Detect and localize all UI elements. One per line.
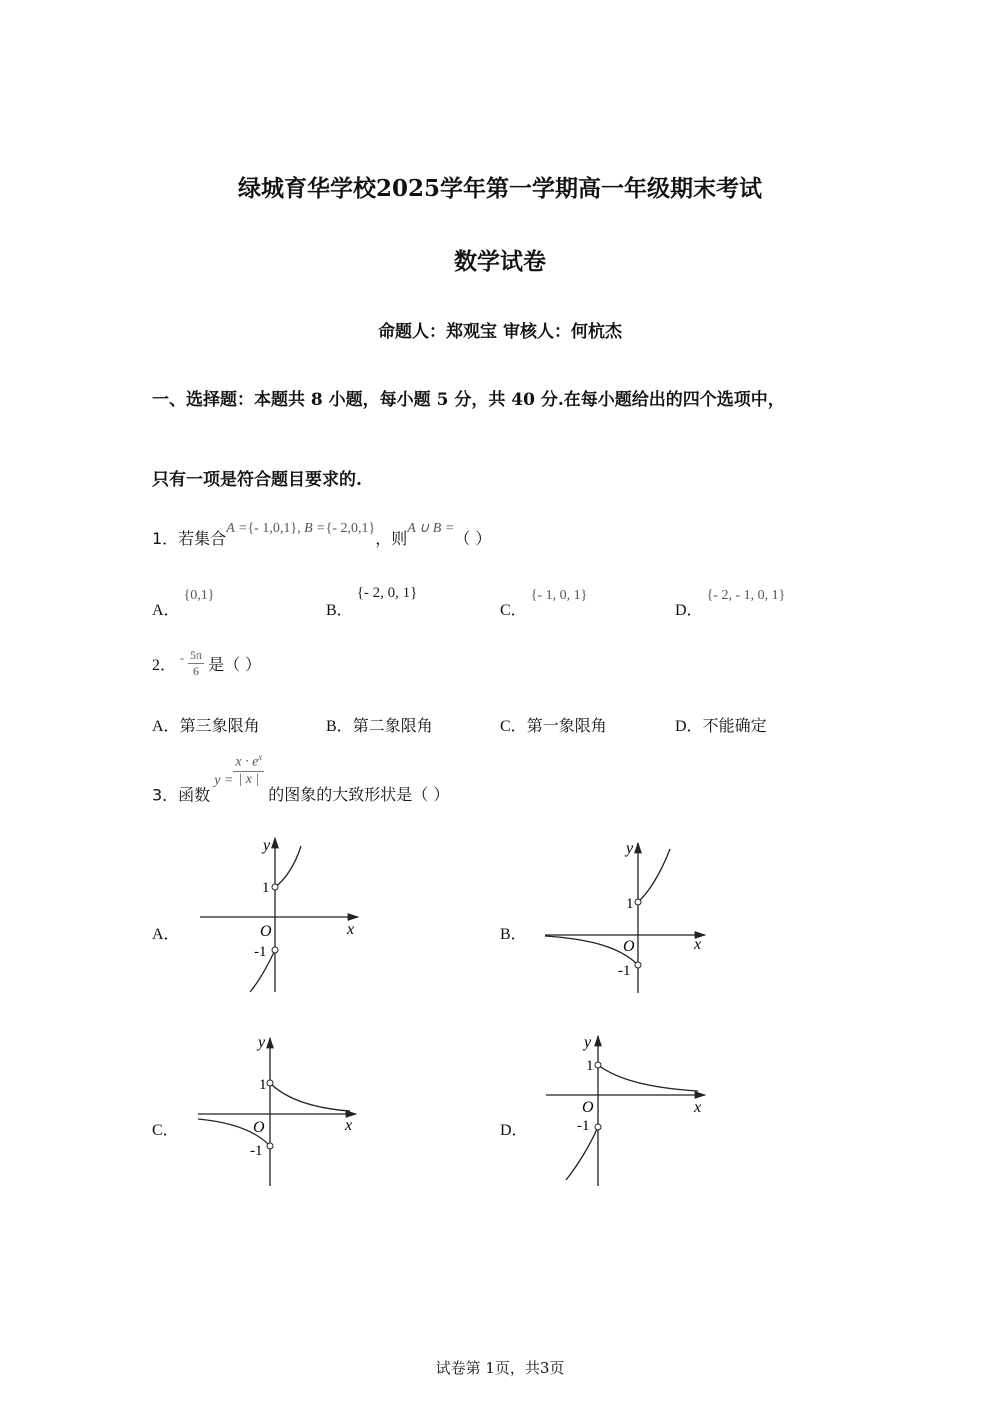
graph-b[interactable] <box>540 835 720 1000</box>
graph-c-curve-right <box>270 1083 350 1111</box>
q1-option-b[interactable] <box>326 583 418 619</box>
graph-b-origin: O <box>623 938 635 955</box>
q2-sign: - <box>180 651 185 665</box>
q1-option-a-label: A． <box>152 602 180 619</box>
question-3 <box>152 752 449 805</box>
graph-a-y-label: y <box>263 837 271 854</box>
graph-c-open-point-1 <box>267 1080 273 1086</box>
q2-option-a-text: 第三象限角 <box>179 716 260 735</box>
q1-option-c-label: C． <box>500 602 527 619</box>
q2-option-d[interactable] <box>675 713 767 736</box>
q1-options <box>152 583 852 619</box>
graph-b-x-label: x <box>694 936 702 953</box>
q1-union: A ∪ B = <box>407 521 455 536</box>
q2-number: 2． <box>152 657 177 674</box>
graph-c[interactable] <box>190 1030 370 1190</box>
q1-paren: （ ） <box>454 529 492 548</box>
page-footer: 试卷第 1页，共3页 <box>435 1359 565 1377</box>
q1-option-c[interactable] <box>500 583 588 619</box>
q1-option-b-label: B． <box>326 602 353 619</box>
q1-option-b-value: {- 2, 0, 1} <box>356 585 418 601</box>
q1-option-d-value: {- 2, - 1, 0, 1} <box>706 588 786 603</box>
q1-setA-elements: - 1,0,1 <box>254 521 291 536</box>
q1-setA-label: A = <box>226 521 248 536</box>
q3-numerator <box>233 752 264 772</box>
q2-option-d-label: D． <box>675 718 703 735</box>
q1-option-a-value: {0,1} <box>183 588 215 603</box>
graph-a-open-point-1 <box>272 884 278 890</box>
graph-d-open-point-neg1 <box>595 1124 601 1130</box>
q2-option-b[interactable] <box>326 713 433 736</box>
graph-c-tick-neg1: -1 <box>250 1143 263 1159</box>
graph-a-tick-neg1: -1 <box>254 944 267 960</box>
graph-d-curve-left <box>566 1127 598 1180</box>
q1-option-a[interactable] <box>152 583 215 619</box>
graph-a-open-point-neg1 <box>272 947 278 953</box>
q1-option-b-text: - 2, 0, 1 <box>363 585 411 601</box>
q3-exponent: x <box>258 752 263 762</box>
q1-setA: {- 1,0,1} <box>247 521 298 536</box>
q1-option-d-text: - 2, - 1, 0, 1 <box>713 588 779 603</box>
graph-c-tick-1: 1 <box>259 1077 267 1093</box>
q1-option-d-label: D． <box>675 602 703 619</box>
graph-d-tick-1: 1 <box>586 1058 594 1074</box>
graph-b-tick-1: 1 <box>626 896 634 912</box>
graph-c-x-label: x <box>345 1117 353 1134</box>
q3-numerator-text: x · e <box>235 754 259 770</box>
q1-setB-label: B = <box>304 521 326 536</box>
exam-subject: 数学试卷 <box>454 248 546 275</box>
graph-a-curve-right <box>275 846 301 887</box>
section-heading-line1: 一、选择题：本题共 8 小题，每小题 5 分，共 40 分.在每小题给出的四个选项中， <box>152 390 785 410</box>
question-1 <box>152 517 491 549</box>
q3-option-b-label[interactable]: B． <box>500 926 527 943</box>
graph-a-x-label: x <box>347 921 355 938</box>
q3-option-c-label[interactable]: C． <box>152 1122 179 1139</box>
q2-option-c-label: C． <box>500 718 527 735</box>
graph-a-tick-1: 1 <box>262 880 270 896</box>
q1-option-c-text: - 1, 0, 1 <box>537 588 581 603</box>
section-heading-line2: 只有一项是符合题目要求的. <box>152 470 362 490</box>
q3-denominator: | x | <box>238 771 260 787</box>
graph-b-tick-neg1: -1 <box>618 963 631 979</box>
q3-fraction <box>233 752 264 788</box>
graph-d[interactable] <box>540 1030 720 1190</box>
q1-option-c-value: {- 1, 0, 1} <box>530 588 588 603</box>
q2-denominator: 6 <box>193 664 200 678</box>
q2-option-b-text: 第二象限角 <box>352 716 433 735</box>
q2-fraction <box>188 648 204 679</box>
q1-option-a-text: 0,1 <box>190 588 208 603</box>
q3-option-d-label[interactable]: D． <box>500 1122 528 1139</box>
q1-setB-elements: - 2,0,1 <box>332 521 369 536</box>
q2-option-d-text: 不能确定 <box>702 716 767 735</box>
graph-c-y-label: y <box>258 1034 266 1051</box>
q3-prefix: 3．函数 <box>152 785 211 805</box>
q2-suffix: 是（ ） <box>208 655 262 674</box>
q2-option-c[interactable] <box>500 713 607 736</box>
graph-b-open-point-1 <box>635 899 641 905</box>
q2-option-c-text: 第一象限角 <box>526 716 607 735</box>
q2-numerator: 5π <box>190 648 203 662</box>
q1-prefix: 1．若集合 <box>152 529 227 548</box>
exam-title: 绿城育华学校2025学年第一学期高一年级期末考试 <box>237 175 762 202</box>
graph-d-x-label: x <box>694 1099 702 1116</box>
graph-d-y-label: y <box>584 1034 592 1051</box>
graph-d-curve-right <box>598 1065 698 1091</box>
q2-option-a-label: A． <box>152 718 180 735</box>
question-2 <box>152 648 261 679</box>
q2-option-b-label: B． <box>326 718 353 735</box>
graph-c-origin: O <box>253 1119 265 1136</box>
q3-lhs: y = <box>214 773 234 789</box>
q3-option-a-label[interactable]: A． <box>152 926 180 943</box>
graph-c-open-point-neg1 <box>267 1143 273 1149</box>
exam-authors: 命题人：郑观宝 审核人：何杭杰 <box>378 322 622 342</box>
q1-then: ，则 <box>375 529 408 548</box>
graph-d-open-point-1 <box>595 1062 601 1068</box>
graph-b-curve-right <box>638 849 670 902</box>
graph-b-open-point-neg1 <box>635 962 641 968</box>
q2-option-a[interactable] <box>152 713 260 736</box>
graph-b-y-label: y <box>626 840 634 857</box>
graph-a[interactable] <box>190 830 370 1000</box>
q3-suffix: 的图象的大致形状是（ ） <box>268 785 450 805</box>
q1-option-d[interactable] <box>675 583 786 619</box>
graph-a-origin: O <box>260 923 272 940</box>
graph-d-tick-neg1: -1 <box>577 1118 590 1134</box>
q1-comma: , <box>297 521 305 536</box>
q1-setB: {- 2,0,1} <box>325 521 376 536</box>
graph-d-origin: O <box>582 1099 594 1116</box>
